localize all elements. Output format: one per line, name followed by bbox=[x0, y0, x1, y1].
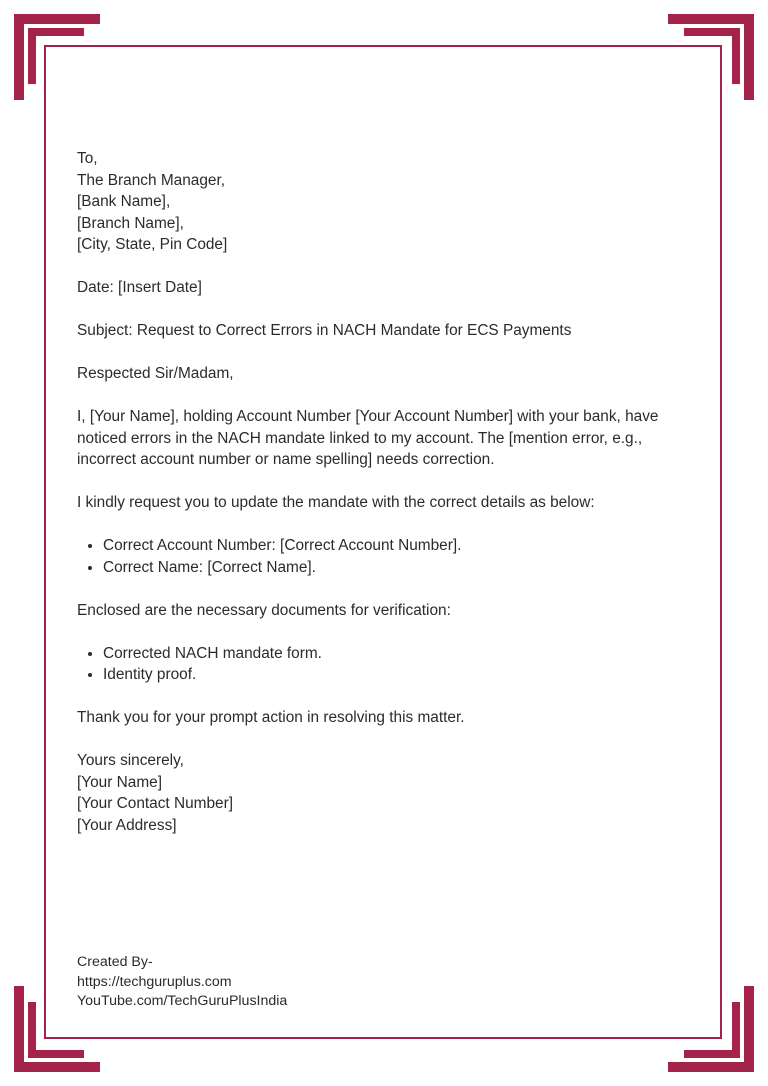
closing-contact: [Your Contact Number] bbox=[77, 795, 233, 812]
list-item: • Corrected NACH mandate form. bbox=[103, 643, 687, 665]
address-city: [City, State, Pin Code] bbox=[77, 236, 228, 253]
letter-body bbox=[77, 148, 687, 858]
address-branch: [Branch Name], bbox=[77, 214, 184, 232]
credits-website[interactable]: https://techguruplus.com bbox=[77, 973, 232, 990]
letter-closing bbox=[77, 750, 687, 836]
body-paragraph-2: I kindly request you to update the mandate with the correct details as below: bbox=[77, 494, 595, 511]
address-to: To, bbox=[77, 150, 98, 167]
credits-label: Created By- bbox=[77, 954, 153, 970]
documents-list bbox=[77, 643, 687, 686]
address-recipient: The Branch Manager, bbox=[77, 171, 226, 189]
details-list bbox=[77, 535, 687, 578]
list-item: • Correct Account Number: [Correct Account Number]. bbox=[103, 535, 687, 557]
recipient-address bbox=[77, 148, 687, 256]
address-bank: [Bank Name], bbox=[77, 193, 171, 210]
list-item: • Identity proof. bbox=[103, 664, 687, 686]
list-item: • Correct Name: [Correct Name]. bbox=[103, 557, 687, 579]
body-paragraph-3: Enclosed are the necessary documents for verification: bbox=[77, 601, 451, 619]
letter-salutation: Respected Sir/Madam, bbox=[77, 365, 234, 382]
letter-subject: Subject: Request to Correct Errors in NACH Mandate for ECS Payments bbox=[77, 322, 572, 339]
closing-name: [Your Name] bbox=[77, 773, 162, 791]
closing-address: [Your Address] bbox=[77, 816, 177, 834]
body-paragraph-4: Thank you for your prompt action in resolving this matter. bbox=[77, 709, 465, 726]
body-paragraph-1: I, [Your Name], holding Account Number [Your Account Number] with your bank, have noticed errors in the NACH mandate linked to my account. The [mention error, e.g., incorrect account number or name spelling] needs correction. bbox=[77, 408, 659, 468]
credits-youtube[interactable]: YouTube.com/TechGuruPlusIndia bbox=[77, 993, 288, 1009]
credits-block bbox=[77, 953, 287, 1012]
letter-date: Date: [Insert Date] bbox=[77, 279, 202, 296]
closing-sign-off: Yours sincerely, bbox=[77, 752, 184, 769]
